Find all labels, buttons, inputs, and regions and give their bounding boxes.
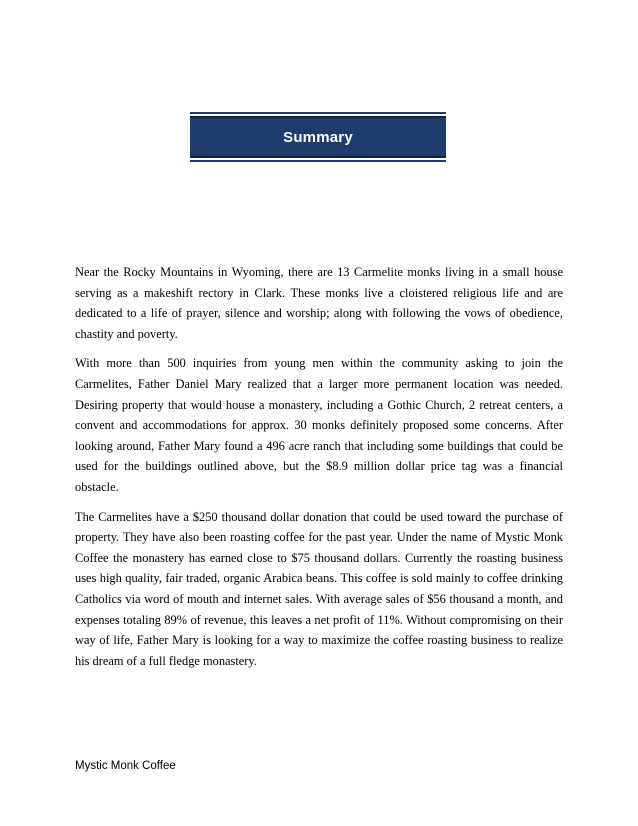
paragraph-3: The Carmelites have a $250 thousand dollar donation that could be used toward the purchase of property. They have also been roasting coffee for the past year. Under the name of Mystic Monk Coffee the monastery has earned close to $75 thousand dollars. Currently the roasting business uses high quality, fair traded, organic Arabica beans. This coffee is sold mainly to coffee drinking Catholics via word of mouth and internet sales. With average sales of $56 thousand a month, and expenses totaling 89% of revenue, this leaves a net profit of 11%. Without compromising on their way of life, Father Mary is looking for a way to maximize the coffee roasting business to realize his dream of a full fledge monastery. bbox=[75, 509, 563, 668]
summary-body bbox=[75, 262, 563, 680]
page-title: Summary bbox=[283, 128, 353, 146]
page-footer: Mystic Monk Coffee bbox=[75, 760, 176, 772]
paragraph-2: With more than 500 inquiries from young men within the community asking to join the Carmelites, Father Daniel Mary realized that a larger more permanent location was needed. Desiring property that would house a monastery, including a Gothic Church, 2 retreat centers, a convent and accommodations for approx. 30 monks definitely proposed some concerns. After looking around, Father Mary found a 496 acre ranch that including some buildings that could be used for the buildings outlined above, but the $8.9 million dollar price tag was a financial obstacle. bbox=[75, 356, 563, 494]
paragraph-1: Near the Rocky Mountains in Wyoming, there are 13 Carmelite monks living in a small house serving as a makeshift rectory in Clark. These monks live a cloistered religious life and are dedicated to a life of prayer, silence and worship; along with following the vows of obedience, chastity and poverty. bbox=[75, 265, 563, 341]
summary-banner bbox=[190, 116, 446, 158]
